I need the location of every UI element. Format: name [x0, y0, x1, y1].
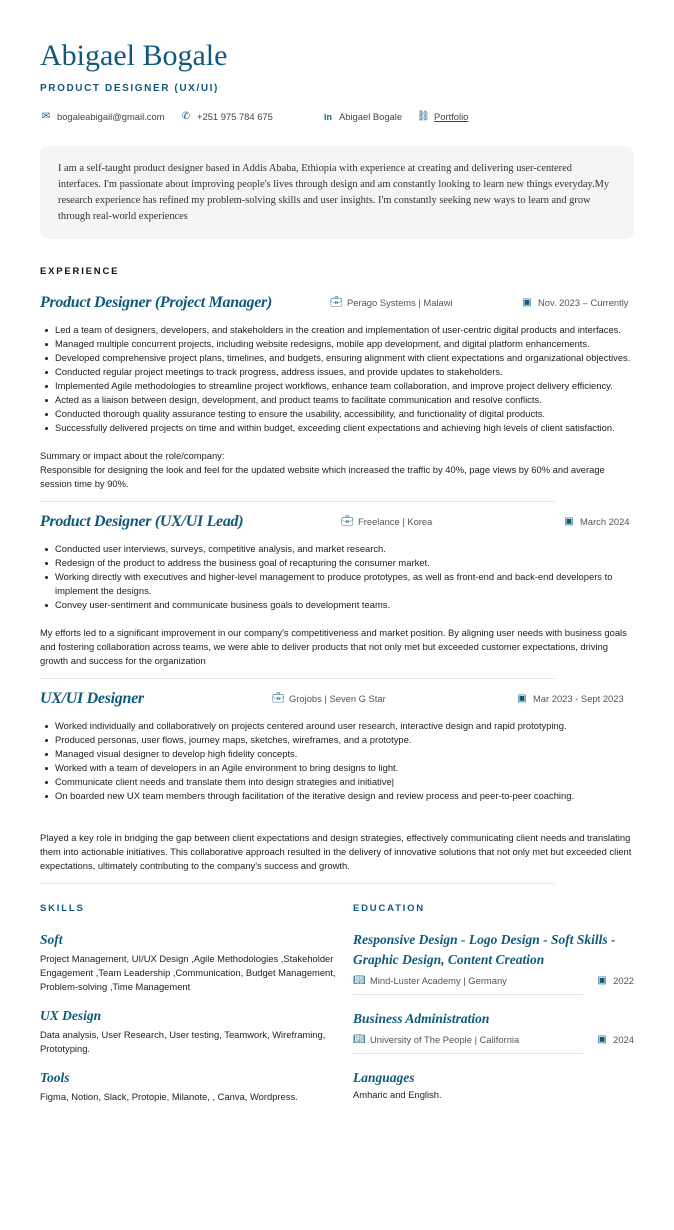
linkedin-text: Abigael Bogale	[339, 111, 403, 122]
bullet: Managed multiple concurrent projects, including website redesigns, mobile app development, and digital platform enhancements.	[55, 337, 634, 351]
email[interactable]	[40, 110, 180, 124]
bullet: Led a team of designers, developers, and stakeholders in the creation and implementation of user-centric digital products and interfaces.	[55, 323, 634, 337]
phone-text: +251 975 784 675	[197, 111, 273, 122]
job-title: Product Designer (Project Manager)	[40, 294, 273, 311]
job-summary: My efforts led to a significant improvement in our company's competitiveness and market position. By aligning user needs with business goals and fostering collaboration across teams, we were able to deliver products that not only met but exceeded customer expectations, driving growth and success for the organization	[40, 627, 627, 666]
divider	[353, 994, 583, 995]
bullet: Redesign of the product to address the business goal of recapturing the consumer market.	[55, 556, 634, 570]
phone[interactable]	[180, 110, 322, 124]
bullet: Working directly with executives and higher-level management to produce prototypes, as well as front-end and back-end developers to implement the designs.	[55, 570, 634, 598]
job	[40, 293, 634, 502]
linkedin[interactable]	[322, 110, 417, 124]
company: Freelance | Korea	[358, 516, 433, 527]
job	[40, 689, 634, 884]
bullet: Produced personas, user flows, journey maps, sketches, wireframes, and a prototype.	[55, 733, 634, 747]
skill-group-text: Data analysis, User Research, User testing, Teamwork, Wireframing, Prototyping.	[40, 1029, 326, 1054]
skill-group-title: UX Design	[40, 1008, 102, 1023]
date: March 2024	[580, 516, 630, 527]
summary-label: Summary or impact about the role/company:	[40, 450, 225, 461]
email-text: bogaleabigail@gmail.com	[57, 111, 165, 122]
bullet: On boarded new UX team members through facilitation of the iterative design and review process and peer-to-peer coaching.	[55, 789, 634, 803]
calendar-icon: ▣	[597, 975, 607, 986]
year: 2024	[613, 1034, 634, 1045]
date: Nov. 2023 – Currently	[538, 297, 629, 308]
education	[353, 894, 634, 1104]
date: Mar 2023 - Sept 2023	[533, 693, 624, 704]
job	[40, 512, 634, 679]
bottom-columns	[40, 894, 634, 1104]
portfolio-link[interactable]	[417, 110, 468, 124]
bullet: Managed visual designer to develop high fidelity concepts.	[55, 747, 634, 761]
bullet: Acted as a liaison between design, development, and product teams to facilitate communication and resolve conflicts.	[55, 393, 634, 407]
linkedin-icon: in	[324, 112, 332, 122]
languages-title: Languages	[353, 1070, 415, 1085]
education-heading: EDUCATION	[353, 903, 425, 914]
degree-title: Responsive Design - Logo Design - Soft Skills - Graphic Design, Content Creation	[353, 932, 616, 967]
summary: I am a self-taught product designer based in Addis Ababa, Ethiopia with experience at creating and delivering user-centered interfaces. I'm passionate about improving people's lives through design and am constantly looking to learn new things everyday.My research experience has refined my problem-solving skills and user insights. I'm constantly seeking new ways to learn and grow through real-world experiences	[40, 146, 634, 239]
bullet: Conducted user interviews, surveys, competitive analysis, and market research.	[55, 542, 634, 556]
calendar-icon: ▣	[564, 516, 574, 527]
resume	[40, 38, 634, 1104]
bullet: Worked with a team of developers in an Agile environment to bring designs to light.	[55, 761, 634, 775]
contacts	[40, 110, 634, 124]
skills	[40, 894, 353, 1104]
divider	[353, 1053, 583, 1054]
briefcase-icon: 💼︎	[341, 516, 354, 527]
skill-group-text: Figma, Notion, Slack, Protopie, Milanote, , Canva, Wordpress.	[40, 1091, 298, 1102]
name: Abigael Bogale	[40, 39, 228, 72]
experience-list	[40, 293, 634, 884]
link-icon: ⛓	[417, 111, 430, 122]
school: University of The People | California	[370, 1034, 520, 1045]
job-title: Product Designer (UX/UI Lead)	[40, 513, 244, 530]
book-icon: 📖︎	[353, 1034, 366, 1045]
bullet: Conducted regular project meetings to track progress, address issues, and provide updates to stakeholders.	[55, 365, 634, 379]
education-list	[353, 930, 634, 1054]
job-role: PRODUCT DESIGNER (UX/UI)	[40, 83, 219, 94]
divider	[40, 678, 555, 679]
bullet: Worked individually and collaboratively on projects centered around user research, interactive design and rapid prototyping.	[55, 719, 634, 733]
bullet: Conducted thorough quality assurance testing to ensure the usability, accessibility, and functionality of digital products.	[55, 407, 634, 421]
skills-list	[40, 930, 353, 1104]
languages: Amharic and English.	[353, 1089, 442, 1100]
divider	[40, 883, 555, 884]
divider	[40, 501, 555, 502]
year: 2022	[613, 975, 634, 986]
experience-heading: EXPERIENCE	[40, 266, 120, 277]
portfolio-text: Portfolio	[434, 111, 469, 122]
calendar-icon: ▣	[597, 1034, 607, 1045]
skill-group-title: Soft	[40, 932, 63, 947]
job-summary: Responsible for designing the look and feel for the updated website which increased the traffic by 40%, page views by 60% and average session time by 90%.	[40, 464, 605, 489]
bullet: Communicate client needs and translate them into design strategies and initiative|	[55, 775, 634, 789]
school: Mind-Luster Academy | Germany	[370, 975, 507, 986]
calendar-icon: ▣	[517, 693, 527, 704]
phone-icon: ✆	[181, 111, 191, 122]
skill-group-text: Project Management, UI/UX Design ,Agile Methodologies ,Stakeholder Engagement ,Team Leadership ,Communication, Budget Management, Problem-solving ,Time Management	[40, 953, 336, 992]
job-title: UX/UI Designer	[40, 690, 144, 707]
company: Perago Systems | Malawi	[347, 297, 453, 308]
job-summary: Played a key role in bridging the gap between client expectations and design strategies, effectively communicating client needs and translating them into actionable initiatives. This collaborative approach resulted in the delivery of innovative solutions that not only met but exceeded client expectations, ultimately contributing to the company's success and growth.	[40, 832, 632, 871]
bullet: Convey user-sentiment and communicate business goals to development teams.	[55, 598, 634, 612]
skills-heading: SKILLS	[40, 903, 85, 914]
skill-group-title: Tools	[40, 1070, 70, 1085]
briefcase-icon: 💼︎	[330, 297, 343, 308]
bullet: Implemented Agile methodologies to streamline project workflows, enhance team collaboration, and improve project delivery efficiency.	[55, 379, 634, 393]
degree-title: Business Administration	[353, 1011, 490, 1026]
briefcase-icon: 💼︎	[272, 693, 285, 704]
bullet: Developed comprehensive project plans, timelines, and budgets, ensuring alignment with client expectations and organizational objectives.	[55, 351, 634, 365]
company: Grojobs | Seven G Star	[289, 693, 386, 704]
book-icon: 📖︎	[353, 975, 366, 986]
mail-icon: ✉	[41, 111, 51, 122]
calendar-icon: ▣	[522, 297, 532, 308]
bullet: Successfully delivered projects on time and within budget, exceeding client expectations and achieving high levels of client satisfaction.	[55, 421, 634, 435]
